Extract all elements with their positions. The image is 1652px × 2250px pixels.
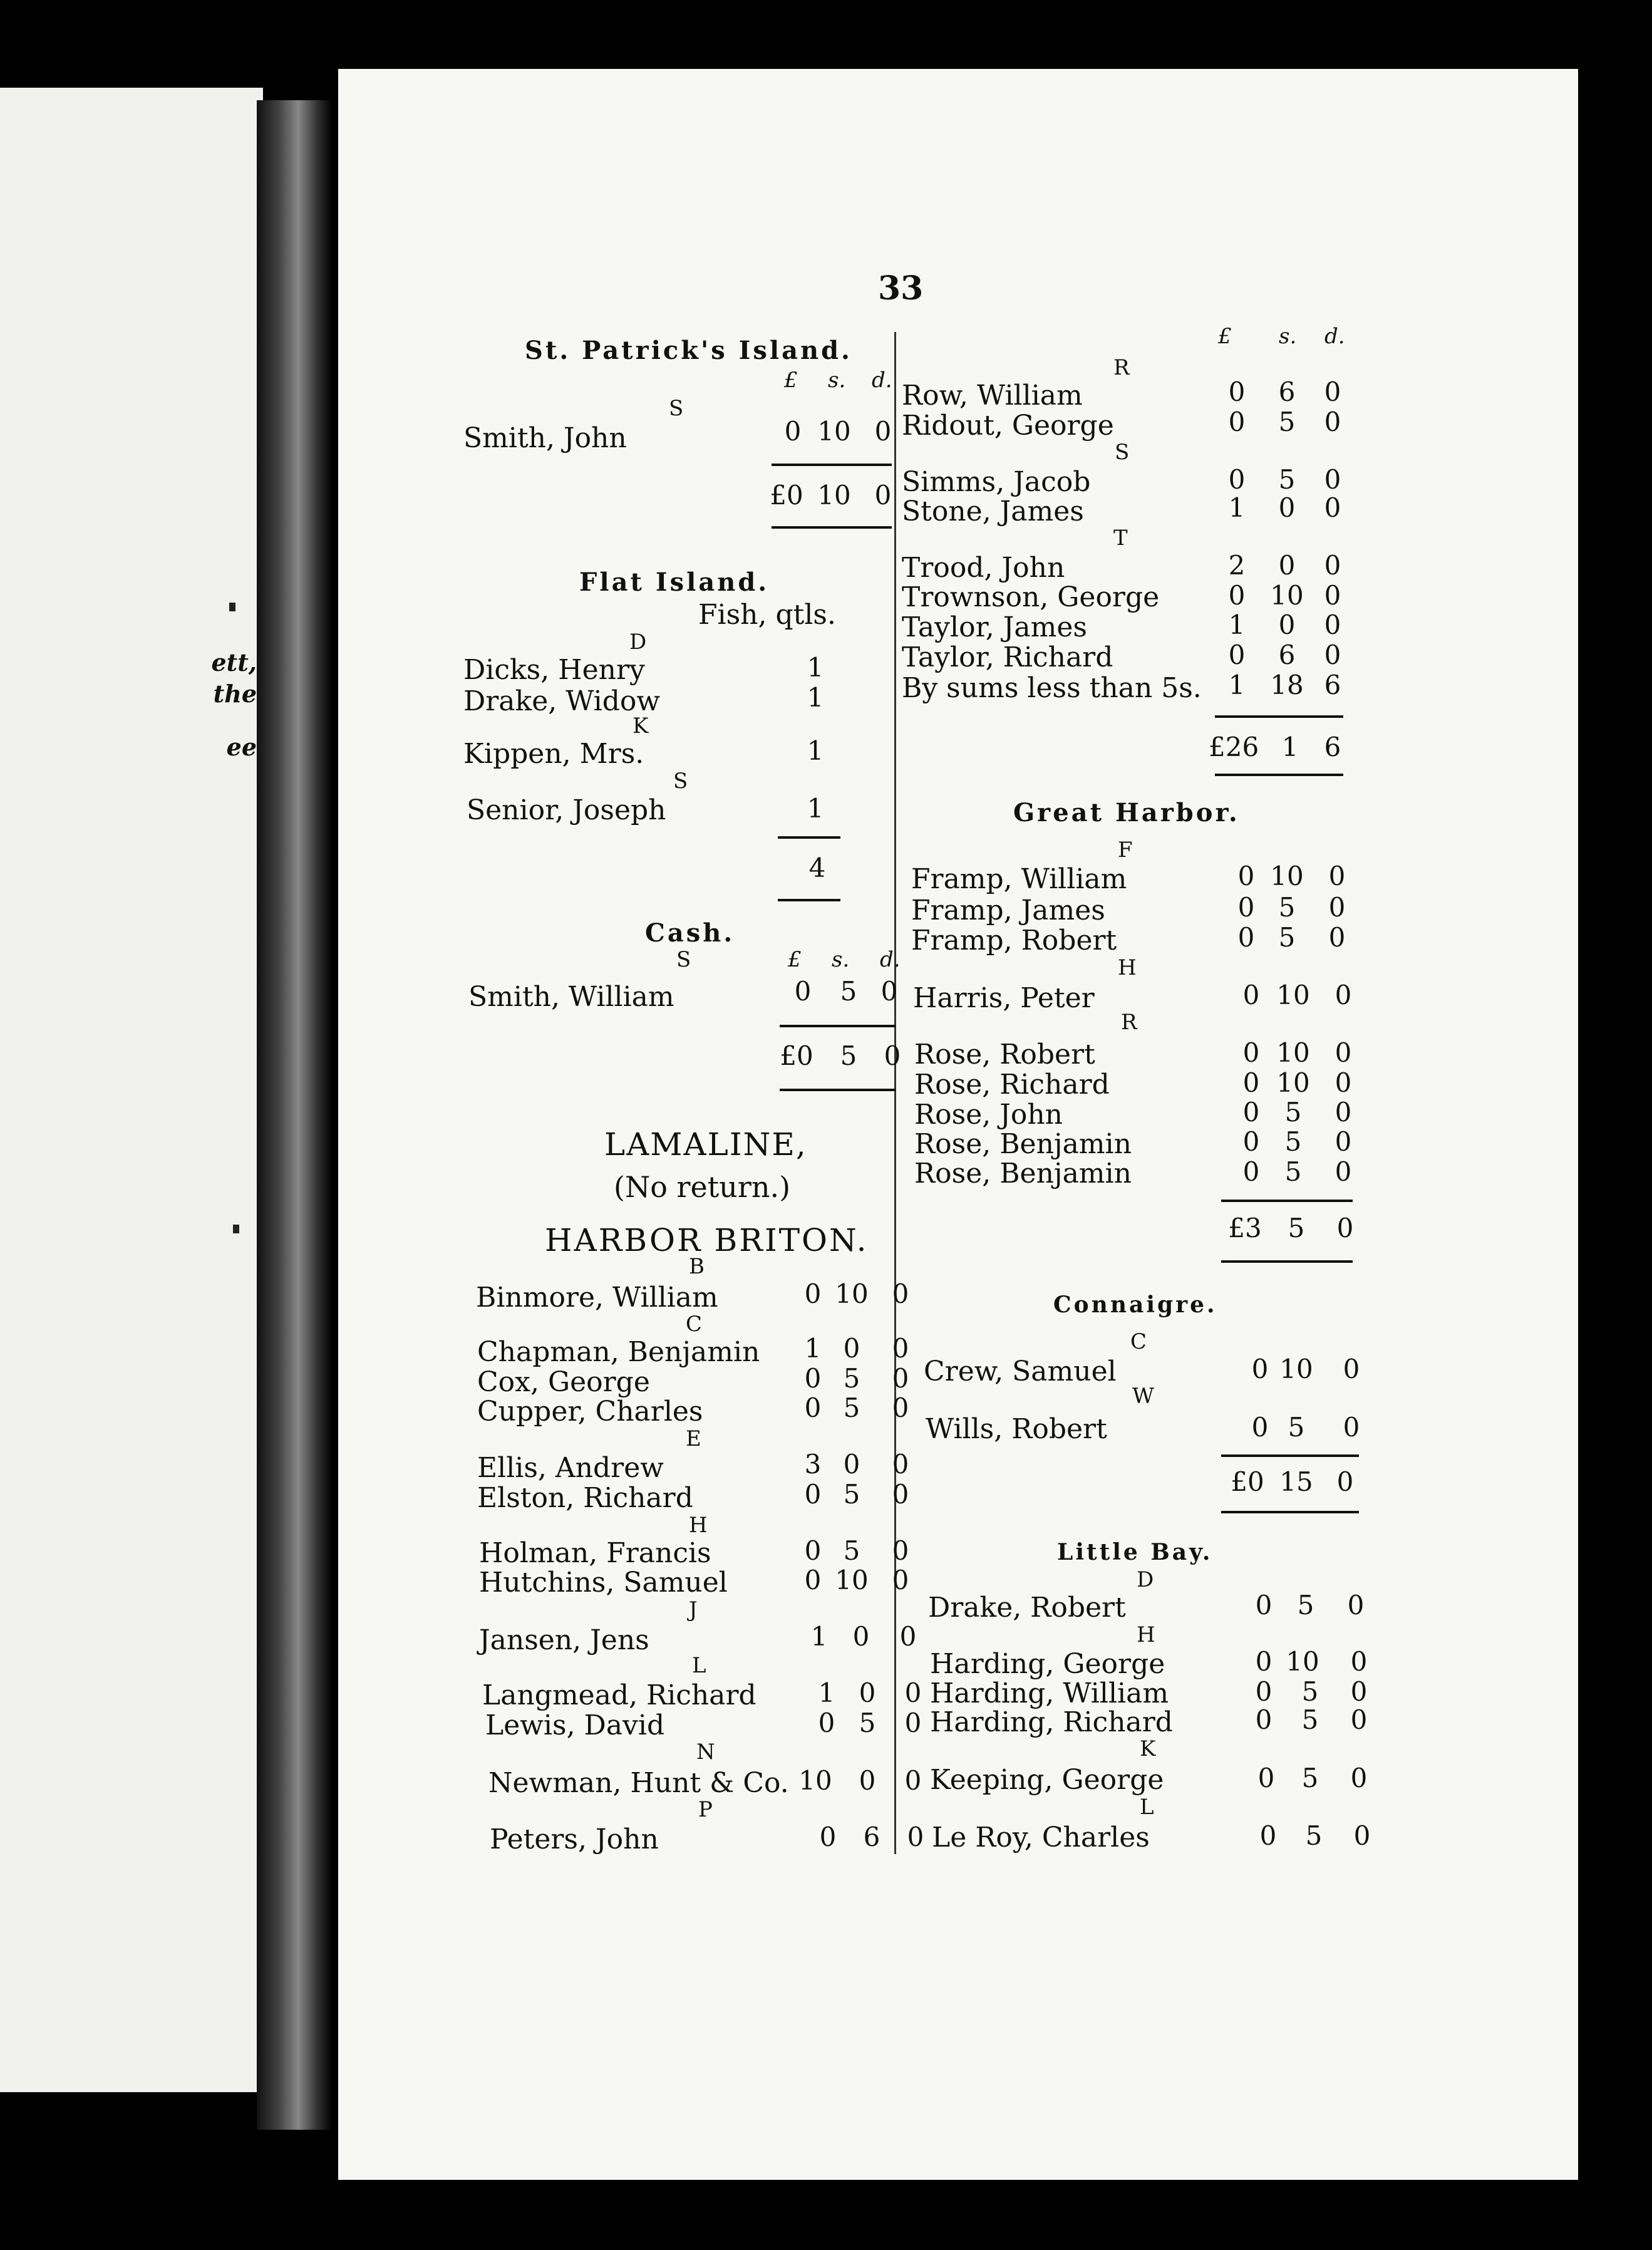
letter-heading: S	[669, 396, 684, 421]
entry-pence: 0	[904, 1708, 922, 1738]
entry-name: Kippen, Mrs.	[463, 738, 644, 770]
letter-heading: R	[1113, 355, 1130, 380]
entry-pounds: 0	[1242, 1097, 1260, 1128]
entry-pence: 0	[1343, 1354, 1360, 1384]
entry-pence: 0	[1350, 1646, 1368, 1677]
entry-pounds: 0	[1255, 1676, 1273, 1707]
entry-pounds: 0	[804, 1479, 822, 1510]
entry-name: Rose, John	[914, 1099, 1063, 1131]
entry-pence: 0	[892, 1479, 909, 1510]
entry-pounds: 0	[804, 1278, 822, 1309]
total-shillings: 15	[1279, 1466, 1313, 1497]
entry-qtls: 1	[807, 652, 824, 683]
letter-heading: W	[1132, 1384, 1154, 1409]
entry-qtls: 1	[807, 735, 824, 766]
fragment-text: ee	[226, 733, 257, 761]
entry-pence: 0	[1350, 1676, 1368, 1707]
letter-heading: H	[1137, 1622, 1155, 1647]
letter-heading: J	[689, 1597, 698, 1622]
entry-name: Rose, Richard	[914, 1069, 1110, 1101]
letter-heading: L	[692, 1653, 706, 1678]
fragment-text: ett,	[211, 648, 257, 677]
entry-pence: 0	[880, 976, 898, 1007]
entry-pence: 0	[1324, 492, 1341, 523]
entry-shillings: 10	[1270, 861, 1304, 891]
entry-shillings: 5	[840, 976, 857, 1007]
entry-name: By sums less than 5s.	[902, 672, 1202, 704]
letter-heading: E	[686, 1426, 701, 1451]
entry-pounds: 0	[1228, 407, 1246, 437]
section-title-flat-island: Flat Island.	[579, 568, 770, 597]
entry-pence: 0	[1324, 580, 1341, 611]
col-head-pounds: £	[1218, 324, 1232, 349]
rule	[1215, 715, 1343, 718]
entry-pounds: 0	[1251, 1412, 1269, 1443]
entry-shillings: 0	[843, 1333, 860, 1364]
letter-heading: S	[673, 769, 688, 794]
entry-name: Crew, Samuel	[924, 1356, 1117, 1387]
entry-shillings: 5	[1301, 1704, 1319, 1735]
entry-pounds: 1	[810, 1621, 828, 1652]
rule	[1215, 774, 1343, 776]
rule	[778, 899, 840, 901]
col-head-shillings: s.	[828, 368, 846, 393]
rule	[1221, 1200, 1353, 1202]
entry-pence: 0	[1335, 1067, 1352, 1098]
entry-pounds: 1	[1228, 492, 1246, 523]
entry-pence: 0	[1335, 1097, 1352, 1128]
entry-pence: 0	[892, 1363, 909, 1394]
entry-pounds: 0	[1237, 922, 1255, 953]
entry-pounds: 0	[1255, 1646, 1273, 1677]
entry-name: Binmore, William	[476, 1282, 718, 1314]
entry-pounds: 0	[1242, 1067, 1260, 1098]
entry-pounds: 0	[804, 1392, 822, 1423]
total-pounds: £3	[1228, 1213, 1262, 1243]
entry-shillings: 5	[1284, 1156, 1302, 1187]
entry-qtls: 1	[807, 793, 824, 824]
rule	[772, 464, 892, 466]
entry-name: Jansen, Jens	[479, 1624, 649, 1656]
letter-heading: B	[689, 1254, 705, 1279]
entry-pence: 0	[904, 1765, 922, 1796]
rule	[780, 1025, 896, 1027]
total-pence: 0	[874, 480, 892, 511]
entry-name: Cupper, Charles	[477, 1396, 703, 1428]
entry-pounds: 1	[1228, 670, 1246, 700]
entry-name: Smith, William	[468, 981, 674, 1013]
lamaline-note: (No return.)	[614, 1170, 791, 1204]
entry-pence: 0	[1328, 892, 1346, 923]
entry-name: Taylor, James	[902, 611, 1087, 643]
entry-shillings: 5	[1278, 922, 1296, 953]
entry-name: Wills, Robert	[926, 1413, 1107, 1445]
entry-shillings: 5	[1297, 1590, 1314, 1620]
entry-shillings: 10	[1276, 980, 1310, 1010]
entry-shillings: 5	[1278, 892, 1296, 923]
entry-pence: 0	[1335, 1037, 1352, 1068]
facing-page	[0, 88, 263, 2092]
page-number: 33	[878, 269, 924, 308]
entry-pounds: 0	[1251, 1354, 1269, 1384]
entry-pounds: 0	[1237, 892, 1255, 923]
entry-pence: 0	[892, 1565, 909, 1595]
total-pounds: £0	[770, 480, 803, 511]
entry-pence: 0	[892, 1449, 909, 1480]
entry-pounds: 0	[819, 1822, 837, 1852]
entry-shillings: 10	[1276, 1067, 1310, 1098]
entry-shillings: 0	[1278, 550, 1296, 581]
entry-name: Taylor, Richard	[902, 641, 1113, 673]
entry-pounds: 0	[1255, 1704, 1273, 1735]
col-head-pounds: £	[788, 947, 802, 972]
entry-name: Framp, James	[911, 894, 1105, 926]
entry-name: Harding, Richard	[930, 1706, 1173, 1738]
total-pence: 0	[1336, 1213, 1354, 1243]
section-title-harbor-briton: HARBOR BRITON.	[545, 1222, 869, 1258]
entry-name: Rose, Benjamin	[914, 1128, 1132, 1160]
col-head-pounds: £	[784, 368, 798, 393]
entry-shillings: 5	[859, 1708, 876, 1738]
entry-shillings: 10	[835, 1278, 869, 1309]
entry-pounds: 0	[804, 1363, 822, 1394]
entry-shillings: 18	[1270, 670, 1304, 700]
section-title-little-bay: Little Bay.	[1057, 1539, 1213, 1565]
entry-name: Lewis, David	[485, 1709, 665, 1741]
letter-heading: C	[686, 1312, 703, 1337]
entry-pounds: 3	[804, 1449, 822, 1480]
entry-pence: 0	[1335, 980, 1352, 1010]
letter-heading: H	[1118, 955, 1137, 980]
speck	[229, 603, 235, 611]
entry-pounds: 0	[1242, 980, 1260, 1010]
entry-name: Framp, William	[911, 863, 1127, 895]
entry-name: Trownson, George	[902, 581, 1160, 613]
entry-pounds: 0	[1237, 861, 1255, 891]
letter-heading: T	[1113, 526, 1128, 551]
entry-name: Keeping, George	[930, 1764, 1164, 1796]
entry-pence: 0	[1353, 1820, 1371, 1851]
total-shillings: 5	[1288, 1213, 1305, 1243]
entry-qtls: 1	[807, 682, 824, 713]
entry-shillings: 5	[1301, 1763, 1319, 1793]
entry-name: Harding, William	[930, 1677, 1169, 1709]
letter-heading: P	[698, 1797, 713, 1822]
entry-pence: 6	[1324, 670, 1341, 700]
entry-shillings: 5	[1278, 464, 1296, 495]
entry-pence: 0	[1324, 550, 1341, 581]
entry-pence: 0	[1328, 861, 1346, 891]
entry-pence: 0	[1335, 1156, 1352, 1187]
entry-name: Le Roy, Charles	[932, 1822, 1150, 1853]
total-pounds: £0	[1231, 1466, 1264, 1497]
rule	[1221, 1260, 1353, 1263]
section-title-connaigre: Connaigre.	[1053, 1292, 1217, 1318]
rule	[772, 526, 892, 529]
entry-pounds: 0	[818, 1708, 835, 1738]
entry-shillings: 0	[1278, 609, 1296, 640]
letter-heading: K	[632, 713, 649, 739]
total-pence: 0	[1336, 1466, 1354, 1497]
entry-name: Smith, John	[463, 422, 627, 454]
entry-shillings: 10	[817, 416, 851, 447]
entry-name: Harris, Peter	[913, 982, 1095, 1014]
entry-pence: 0	[1347, 1590, 1365, 1620]
entry-pounds: 0	[1255, 1590, 1273, 1620]
entry-name: Elston, Richard	[477, 1482, 693, 1514]
entry-name: Senior, Joseph	[467, 794, 666, 826]
section-title-great-harbor: Great Harbor.	[1013, 798, 1240, 827]
entry-name: Cox, George	[477, 1366, 650, 1398]
entry-shillings: 6	[863, 1822, 880, 1852]
entry-name: Langmead, Richard	[482, 1679, 756, 1711]
letter-heading: H	[689, 1513, 708, 1538]
section-title-cash: Cash.	[645, 918, 735, 948]
entry-name: Chapman, Benjamin	[477, 1336, 760, 1368]
entry-shillings: 0	[843, 1449, 860, 1480]
entry-name: Framp, Robert	[911, 925, 1117, 957]
entry-shillings: 5	[843, 1392, 860, 1423]
entry-shillings: 0	[859, 1765, 876, 1796]
letter-heading: S	[1115, 440, 1130, 465]
entry-pounds: 0	[784, 416, 802, 447]
letter-heading: F	[1118, 837, 1133, 863]
entry-pence: 0	[892, 1392, 909, 1423]
entry-shillings: 5	[843, 1479, 860, 1510]
entry-shillings: 5	[843, 1535, 860, 1566]
col-head-pence: d.	[880, 947, 901, 972]
entry-pounds: 0	[1242, 1037, 1260, 1068]
total-shillings: 1	[1281, 732, 1299, 762]
entry-pounds: 10	[798, 1765, 832, 1796]
entry-pence: 0	[1324, 464, 1341, 495]
fragment-text: the	[213, 680, 257, 708]
speck	[233, 1225, 239, 1233]
entry-shillings: 10	[835, 1565, 869, 1595]
col-head-shillings: s.	[1279, 324, 1297, 349]
entry-name: Row, William	[902, 380, 1083, 412]
entry-shillings: 10	[1279, 1354, 1313, 1384]
entry-shillings: 5	[1284, 1097, 1302, 1128]
letter-heading: N	[696, 1739, 715, 1765]
col-head-pence: d.	[872, 368, 892, 393]
entry-pounds: 0	[1242, 1126, 1260, 1157]
total-shillings: 5	[840, 1040, 857, 1071]
entry-shillings: 5	[1284, 1126, 1302, 1157]
total-pounds: £26	[1209, 732, 1259, 762]
entry-pounds: 0	[804, 1535, 822, 1566]
total-qtls: 4	[808, 853, 826, 883]
letter-heading: K	[1140, 1736, 1156, 1761]
entry-pence: 0	[1324, 609, 1341, 640]
entry-name: Drake, Robert	[928, 1592, 1126, 1624]
entry-shillings: 10	[1276, 1037, 1310, 1068]
entry-pence: 0	[904, 1677, 922, 1708]
rule	[1221, 1511, 1359, 1513]
entry-name: Ridout, George	[902, 410, 1114, 442]
entry-pounds: 0	[1257, 1763, 1275, 1793]
section-title-st-patricks: St. Patrick's Island.	[525, 336, 852, 365]
entry-pence: 0	[1324, 407, 1341, 437]
entry-name: Newman, Hunt & Co.	[488, 1767, 789, 1799]
entry-pounds: 1	[1228, 609, 1246, 640]
entry-shillings: 10	[1270, 580, 1304, 611]
entry-name: Dicks, Henry	[463, 654, 645, 686]
entry-shillings: 5	[1288, 1412, 1305, 1443]
total-pence: 0	[884, 1040, 901, 1071]
entry-pence: 0	[892, 1278, 909, 1309]
entry-pence: 0	[1350, 1763, 1368, 1793]
entry-name: Stone, James	[902, 495, 1084, 527]
entry-pounds: 1	[818, 1677, 835, 1708]
entry-name: Ellis, Andrew	[477, 1452, 664, 1484]
entry-pence: 0	[1335, 1126, 1352, 1157]
entry-pounds: 0	[804, 1565, 822, 1595]
section-title-lamaline: LAMALINE,	[604, 1126, 807, 1163]
entry-name: Rose, Benjamin	[914, 1158, 1132, 1190]
entry-pence: 0	[892, 1535, 909, 1566]
letter-heading: L	[1140, 1795, 1154, 1820]
col-head-pence: d.	[1324, 324, 1345, 349]
entry-shillings: 5	[1278, 407, 1296, 437]
total-shillings: 10	[817, 480, 851, 511]
entry-shillings: 5	[1305, 1820, 1323, 1851]
entry-pounds: 0	[794, 976, 812, 1007]
entry-shillings: 0	[1278, 492, 1296, 523]
rule	[780, 1089, 896, 1091]
entry-name: Drake, Widow	[463, 685, 661, 717]
entry-name: Holman, Francis	[479, 1537, 711, 1569]
letter-heading: S	[676, 947, 691, 972]
rule	[778, 836, 840, 839]
entry-pounds: 0	[1242, 1156, 1260, 1187]
entry-shillings: 10	[1286, 1646, 1319, 1677]
entry-pence: 0	[1324, 376, 1341, 407]
col-head-shillings: s.	[832, 947, 850, 972]
entry-pounds: 0	[1228, 640, 1246, 670]
entry-name: Simms, Jacob	[902, 466, 1091, 498]
entry-shillings: 5	[1301, 1676, 1319, 1707]
entry-pence: 0	[1343, 1412, 1360, 1443]
entry-name: Trood, John	[902, 552, 1065, 584]
total-pence: 6	[1324, 732, 1341, 762]
book-spine	[257, 100, 332, 2130]
entry-shillings: 6	[1278, 376, 1296, 407]
entry-shillings: 6	[1278, 640, 1296, 670]
entry-pence: 0	[892, 1333, 909, 1364]
letter-heading: R	[1121, 1010, 1137, 1035]
entry-pounds: 1	[804, 1333, 822, 1364]
entry-pounds: 0	[1259, 1820, 1277, 1851]
entry-pence: 0	[1324, 640, 1341, 670]
entry-pence: 0	[907, 1822, 924, 1852]
letter-heading: C	[1130, 1329, 1147, 1354]
column-head-fish: Fish, qtls.	[698, 599, 836, 631]
entry-pence: 0	[1350, 1704, 1368, 1735]
entry-pence: 0	[874, 416, 892, 447]
letter-heading: D	[1137, 1567, 1154, 1592]
total-pounds: £0	[780, 1040, 813, 1071]
letter-heading: D	[629, 630, 647, 655]
entry-shillings: 0	[859, 1677, 876, 1708]
entry-pounds: 0	[1228, 580, 1246, 611]
entry-name: Harding, George	[930, 1648, 1165, 1680]
entry-shillings: 5	[843, 1363, 860, 1394]
rule	[1221, 1454, 1359, 1457]
entry-pounds: 0	[1228, 376, 1246, 407]
entry-pounds: 0	[1228, 464, 1246, 495]
entry-name: Hutchins, Samuel	[479, 1567, 728, 1599]
entry-pence: 0	[899, 1621, 917, 1652]
entry-pounds: 2	[1228, 550, 1246, 581]
entry-name: Peters, John	[490, 1823, 659, 1855]
entry-pence: 0	[1328, 922, 1346, 953]
entry-shillings: 0	[852, 1621, 870, 1652]
entry-name: Rose, Robert	[914, 1039, 1095, 1071]
